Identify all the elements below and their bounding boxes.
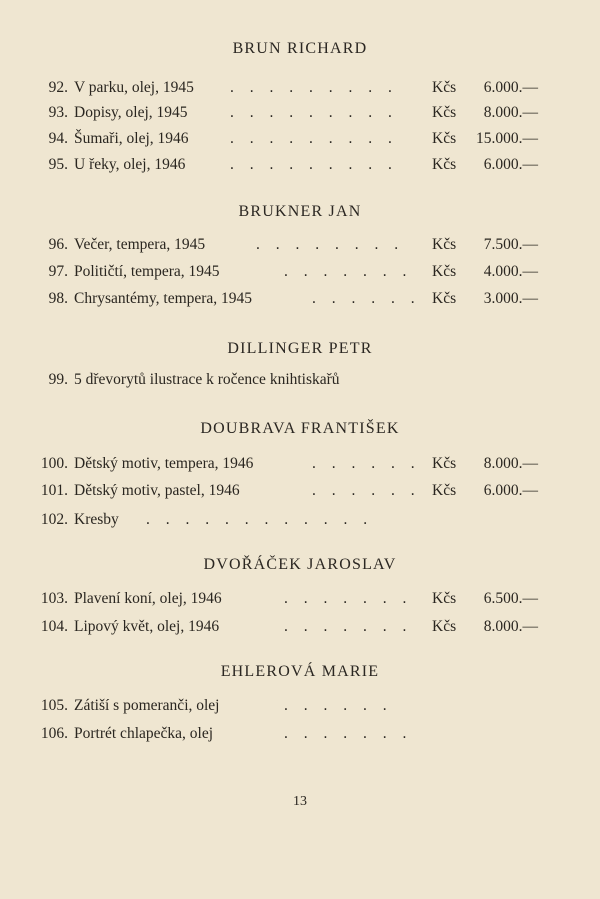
catalog-entry [0,511,600,533]
artist-heading: BRUKNER JAN [238,203,362,220]
entry-number: 99. [48,371,68,388]
entry-number: 101. [40,482,68,499]
dot-leader: . . . . . . . . . . . . [146,511,374,528]
entry-number: 95. [48,156,68,173]
catalog-entry [0,725,600,747]
entry-number: 103. [40,590,68,607]
entry-number: 102. [40,511,68,528]
entry-number: 97. [48,263,68,280]
dot-leader: . . . . . . [312,482,421,499]
artist-heading: BRUN RICHARD [232,40,368,57]
entry-number: 104. [40,618,68,635]
entry-currency: Kčs [432,104,457,121]
entry-title: V parku, olej, 1945 [74,79,194,96]
dot-leader: . . . . . . [312,455,421,472]
entry-price: 8.000.— [483,104,538,121]
catalog-entry [0,79,600,101]
entry-number: 92. [48,79,68,96]
entry-currency: Kčs [432,263,457,280]
catalog-entry [0,618,600,640]
entry-number: 105. [40,697,68,714]
dot-leader: . . . . . . . . [256,236,405,253]
entry-title: Večer, tempera, 1945 [74,236,206,253]
artist-heading: DILLINGER PETR [227,340,373,357]
entry-title: Kresby [74,511,119,528]
entry-price: 4.000.— [483,263,538,280]
artist-heading: DVOŘÁČEK JAROSLAV [203,556,397,573]
entry-price: 7.500.— [483,236,538,253]
dot-leader: . . . . . . . . . [230,130,398,147]
entry-currency: Kčs [432,130,457,147]
entry-title: Dětský motiv, tempera, 1946 [74,455,254,472]
entry-price: 6.000.— [483,156,538,173]
entry-price: 8.000.— [483,455,538,472]
entry-price: 3.000.— [483,290,538,307]
entry-title: U řeky, olej, 1946 [74,156,186,173]
entry-title: Chrysantémy, tempera, 1945 [74,290,253,307]
entry-currency: Kčs [432,79,457,96]
entry-price: 15.000.— [476,130,538,147]
entry-price: 6.500.— [483,590,538,607]
entry-currency: Kčs [432,590,457,607]
page-number: 13 [293,794,307,809]
entry-currency: Kčs [432,482,457,499]
entry-title: Lipový květ, olej, 1946 [74,618,220,635]
dot-leader: . . . . . . . [284,590,413,607]
entry-number: 94. [48,130,68,147]
dot-leader: . . . . . . . [284,618,413,635]
entry-currency: Kčs [432,290,457,307]
entry-title: Portrét chlapečka, olej [74,725,214,742]
dot-leader: . . . . . . . . . [230,104,398,121]
catalog-entry [0,290,600,312]
dot-leader: . . . . . . . . . [230,79,398,96]
catalog-entry [0,104,600,126]
entry-price: 8.000.— [483,618,538,635]
catalog-entry [0,482,600,504]
catalog-entry [0,697,600,719]
entry-currency: Kčs [432,156,457,173]
catalog-entry [0,236,600,258]
catalog-entry [0,455,600,477]
entry-number: 93. [48,104,68,121]
entry-currency: Kčs [432,618,457,635]
dot-leader: . . . . . . [312,290,421,307]
entry-number: 100. [40,455,68,472]
artist-heading: DOUBRAVA FRANTIŠEK [200,420,400,437]
catalog-entry [0,371,600,393]
entry-currency: Kčs [432,455,457,472]
catalog-entry [0,263,600,285]
entry-title: Zátiší s pomeranči, olej [74,697,220,714]
artist-heading: EHLEROVÁ MARIE [220,663,380,680]
entry-number: 96. [48,236,68,253]
dot-leader: . . . . . . . [284,263,413,280]
catalog-entry [0,590,600,612]
entry-currency: Kčs [432,236,457,253]
entry-number: 106. [40,725,68,742]
entry-title: Dopisy, olej, 1945 [74,104,188,121]
catalog-entry [0,156,600,178]
catalog-entry [0,130,600,152]
entry-number: 98. [48,290,68,307]
entry-price: 6.000.— [483,79,538,96]
entry-title: Dětský motiv, pastel, 1946 [74,482,240,499]
entry-title: Političtí, tempera, 1945 [74,263,220,280]
dot-leader: . . . . . . . . . [230,156,398,173]
entry-price: 6.000.— [483,482,538,499]
dot-leader: . . . . . . . [284,725,413,742]
entry-title: 5 dřevorytů ilustrace k ročence knihtiskařů [74,371,340,388]
entry-title: Plavení koní, olej, 1946 [74,590,222,607]
entry-title: Šumaři, olej, 1946 [74,130,189,147]
dot-leader: . . . . . . [284,697,393,714]
